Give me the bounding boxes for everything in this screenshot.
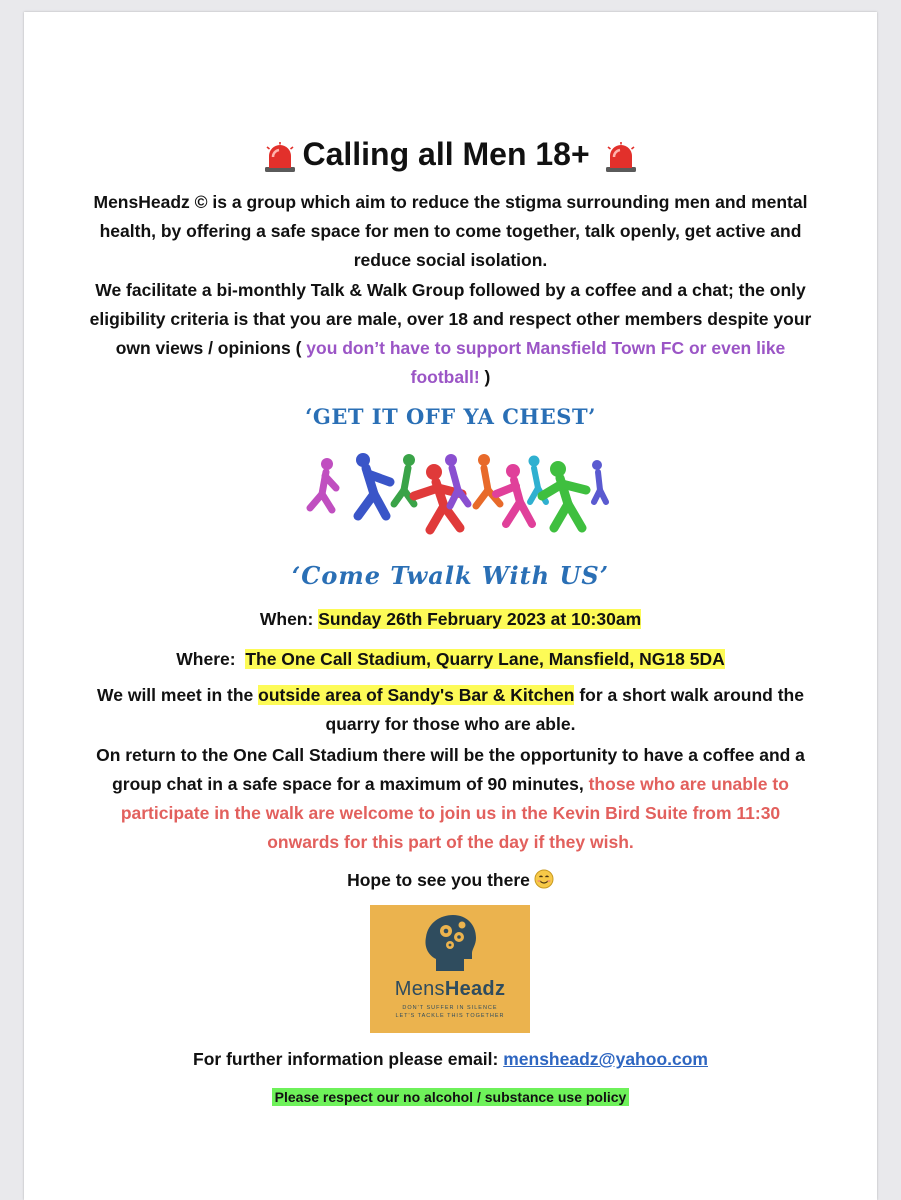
- where-label: Where:: [176, 649, 236, 669]
- siren-icon: [262, 141, 298, 173]
- where-value: The One Call Stadium, Quarry Lane, Mansfield, NG18 5DA: [245, 649, 725, 669]
- hope-line: [24, 867, 877, 893]
- contact-label: For further information please email:: [193, 1049, 499, 1069]
- logo-wordmark: [370, 978, 530, 1001]
- logo-tagline-1: DON'T SUFFER IN SILENCE: [402, 1005, 498, 1011]
- when-line: [24, 606, 877, 632]
- when-label: When:: [259, 609, 314, 629]
- logo-text-bold: Headz: [444, 978, 506, 1000]
- logo-text-light: Mens: [394, 978, 445, 1000]
- when-value: Sunday 26th February 2023 at 10:30am: [318, 609, 642, 629]
- contact-email-link[interactable]: mensheadz@yahoo.com: [503, 1049, 708, 1069]
- where-line: [24, 646, 877, 672]
- policy-notice: Please respect our no alcohol / substance use policy: [272, 1088, 630, 1106]
- head-gears-icon: [422, 913, 478, 973]
- siren-icon: [603, 141, 639, 173]
- title-text: Calling all Men 18+: [302, 136, 590, 172]
- return-notice: those who are unable to participate in the walk are welcome to join us in the Kevin Bird Suite from 11:30 onwards for this part of the day if they wish.: [120, 774, 789, 852]
- flyer-title: [24, 132, 877, 176]
- hope-text: Hope to see you there: [347, 870, 530, 890]
- smiling-face-icon: [534, 869, 554, 889]
- policy-line: [24, 1083, 877, 1110]
- eligibility-paragraph: [84, 276, 817, 392]
- flyer-page: [24, 12, 877, 1200]
- slogan-twalk: ‘Come Twalk With US’: [291, 561, 610, 590]
- meeting-location: outside area of Sandy's Bar & Kitchen: [258, 685, 575, 705]
- mensheadz-logo: [370, 905, 530, 1033]
- slogan-chest: ‘GET IT OFF YA CHEST’: [305, 404, 596, 429]
- meeting-text-post: for a short walk around the quarry for those who are able.: [325, 685, 804, 734]
- logo-tagline-2: LET'S TACKLE THIS TOGETHER: [395, 1013, 505, 1019]
- football-aside: you don’t have to support Mansfield Town FC or even like football!: [301, 338, 786, 387]
- meeting-paragraph: [84, 681, 817, 739]
- intro-paragraph: MensHeadz © is a group which aim to reduce the stigma surrounding men and mental health, by offering a safe space for men to come together, talk openly, get active and reduce social isolation.: [93, 192, 808, 270]
- eligibility-text: We facilitate a bi-monthly Talk & Walk Group followed by a coffee and a chat; the only eligibility criteria is that you are male, over 18 and respect other members despite your own views / opinions (: [89, 280, 812, 358]
- walking-people-illustration: [306, 444, 612, 542]
- contact-line: [24, 1046, 877, 1072]
- return-text: On return to the One Call Stadium there will be the opportunity to have a coffee and a group chat in a safe space for a maximum of 90 minutes,: [96, 745, 805, 794]
- eligibility-close: ): [479, 367, 491, 387]
- return-paragraph: [84, 741, 817, 857]
- meeting-text-pre: We will meet in the: [97, 685, 259, 705]
